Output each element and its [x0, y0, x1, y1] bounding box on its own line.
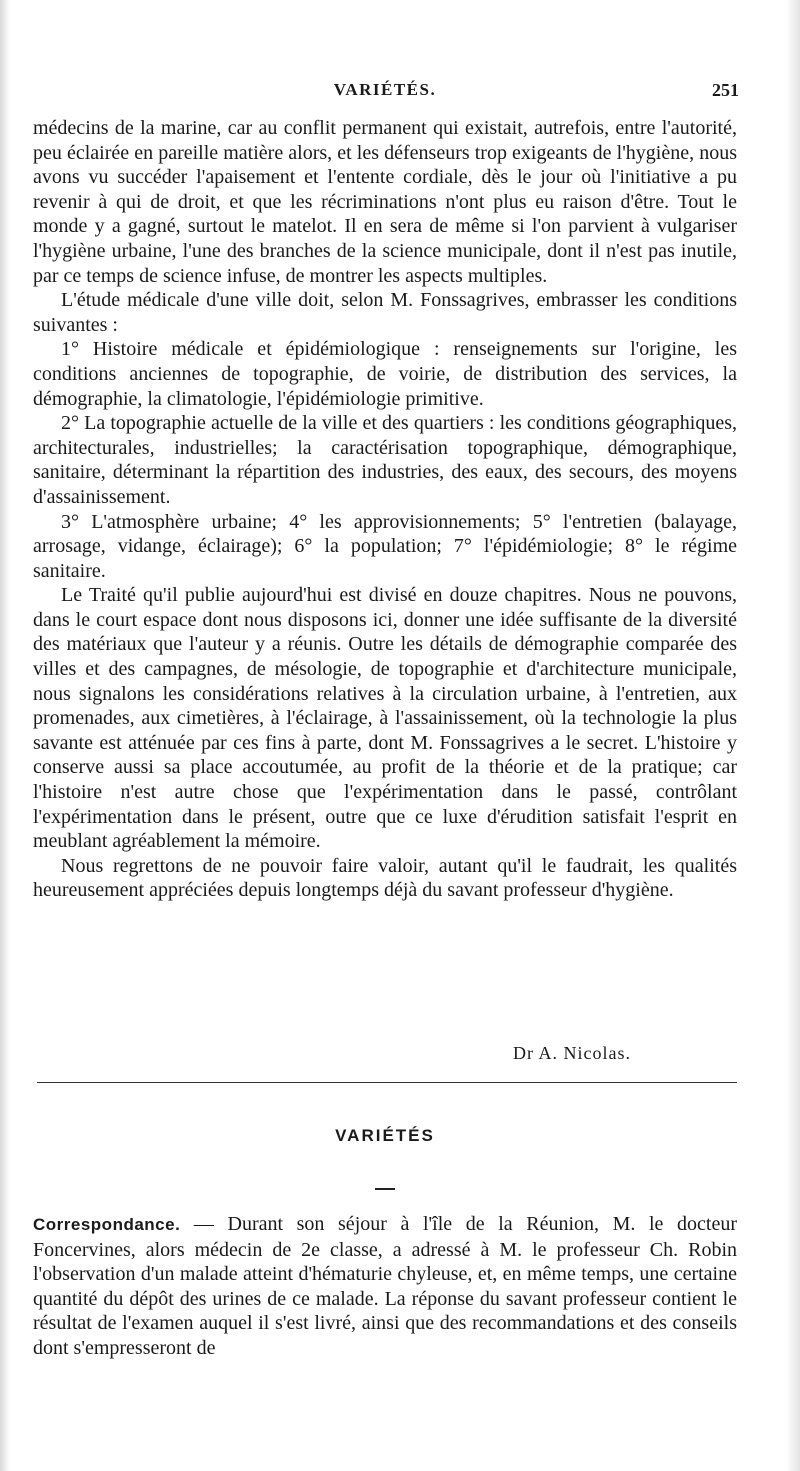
scan-edge-right [786, 0, 800, 1471]
paragraph: L'étude médicale d'une ville doit, selon M. Fonssagrives, embrasser les conditions suivantes : [33, 289, 737, 336]
correspondance-text: — Durant son séjour à l'île de la Réunion, M. le docteur Foncervines, alors médecin de 2e classe, a adressé à M. le professeur Ch. Robin l'observation d'un malade atteint d'hématurie chyleuse, et, en même temps, une certaine quantité du dépôt des urines de ce malade. La réponse du savant professeur contient le résultat de l'examen auquel il s'est livré, ainsi que des recommandations et des conseils dont s'empresseront de [33, 1213, 737, 1359]
paragraph: médecins de la marine, car au conflit permanent qui existait, autrefois, entre l'autorité, peu éclairée en pareille matière alors, et les défenseurs trop exigeants de l'hygiène, nous avons vu succéder l'apaisement et l'entente cordiale, dès le jour où l'initiative a pu revenir à qui de droit, et que les récriminations n'ont plus eu raison d'être. Tout le monde y a gagné, surtout le matelot. Il en sera de même si l'on parvient à vulgariser l'hygiène urbaine, l'une des branches de la science municipale, dont il n'est pas inutile, par ce temps de science infuse, de montrer les aspects multiples. [33, 117, 737, 287]
article-body [33, 116, 737, 903]
running-head [33, 80, 737, 104]
paragraph: 1° Histoire médicale et épidémiologique : renseignements sur l'origine, les conditions anciennes de topographie, de voirie, de distribution des services, la démographie, la climatologie, l'épidémiologie primitive. [33, 338, 737, 410]
running-title: VARIÉTÉS. [333, 80, 437, 99]
section-title: VARIÉTÉS [335, 1126, 435, 1145]
correspondance-section [33, 1212, 737, 1361]
paragraph: Nous regrettons de ne pouvoir faire valoir, autant qu'il le faudrait, les qualités heureusement appréciées depuis longtemps déjà du savant professeur d'hygiène. [33, 854, 737, 902]
page-number: 251 [712, 80, 739, 100]
paragraph: Le Traité qu'il publie aujourd'hui est divisé en douze chapitres. Nous ne pouvons, dans le court espace dont nous disposons ici, donner une idée suffisante de la diversité des matériaux que l'auteur y a réunis. Outre les détails de démographie comparée des villes et des campagnes, de mésologie, de topographie et d'architecture municipale, nous signalons les considérations relatives à la circulation urbaine, à l'entretien, aux promenades, aux cimetières, à l'éclairage, à l'assainissement, où la technologie la plus savante est atténuée par ces fins à parte, dont M. Fonssagrives a le secret. L'histoire y conserve aussi sa place accoutumée, au profit de la théorie et de la pratique; car l'histoire n'est autre chose que l'expérimentation dans le passé, contrôlant l'expérimentation dans le présent, outre que ce luxe d'érudition satisfait l'esprit en meublant agréablement la mémoire. [33, 584, 737, 853]
scan-edge-left [0, 0, 10, 1471]
section-divider [37, 1082, 737, 1083]
run-in-heading: Correspondance. [33, 1215, 181, 1234]
title-dash [375, 1188, 395, 1190]
paragraph: 3° L'atmosphère urbaine; 4° les approvisionnements; 5° l'entretien (balayage, arrosage, vidange, éclairage); 6° la population; 7° l'épidémiologie; 8° le régime sanitaire. [33, 510, 737, 582]
author-signature: Dr A. Nicolas. [513, 1043, 631, 1063]
correspondance-paragraph [33, 1212, 737, 1361]
paragraph: 2° La topographie actuelle de la ville et des quartiers : les conditions géographiques, architecturales, industrielles; la caractérisation topographique, démographique, sanitaire, déterminant la répartition des industries, des eaux, des secours, des moyens d'assainissement. [33, 412, 737, 508]
